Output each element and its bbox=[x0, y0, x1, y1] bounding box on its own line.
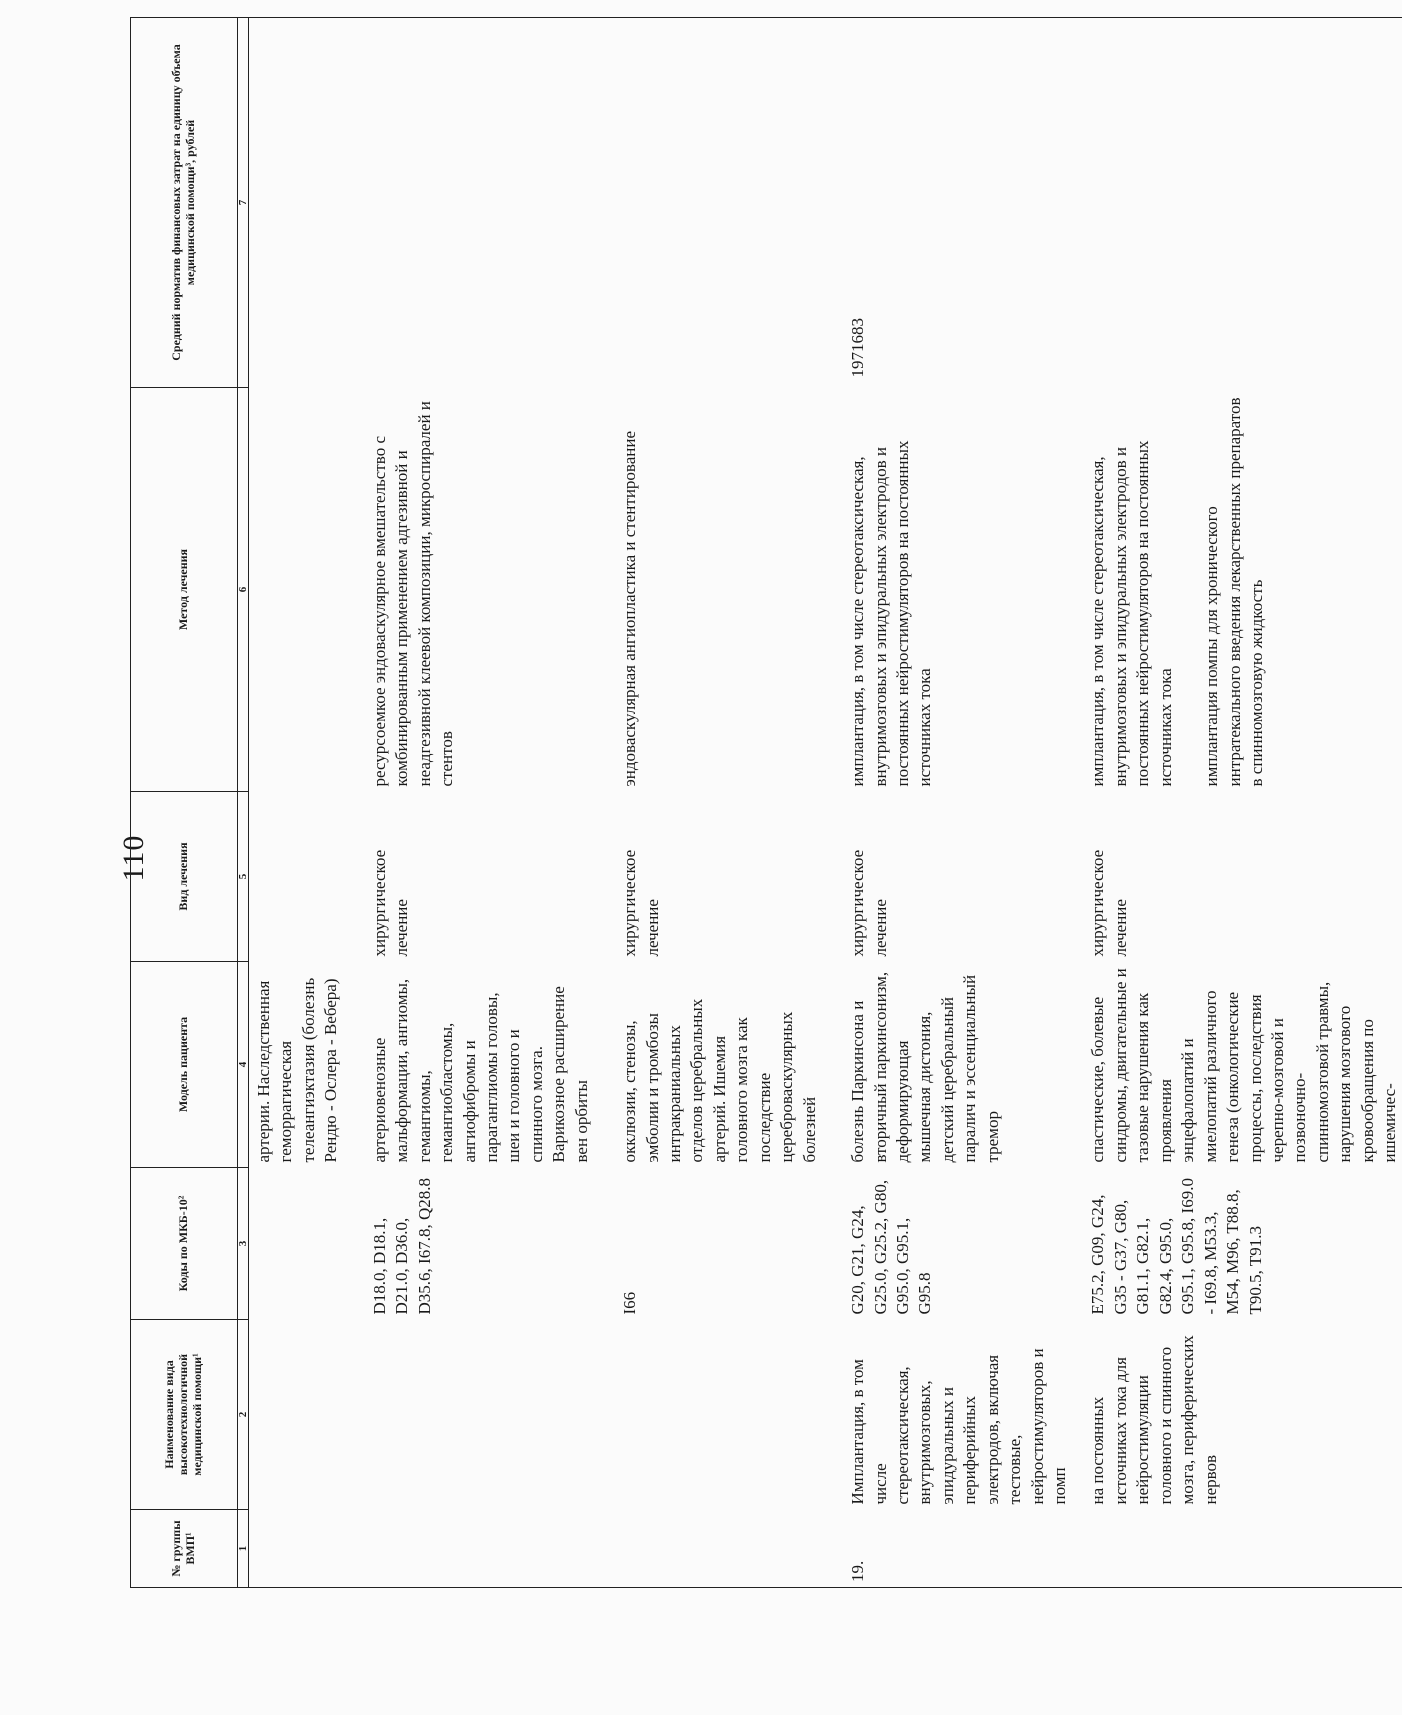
column-number: 3 bbox=[238, 1168, 249, 1320]
cell-name: на постоянных источниках тока для нейростимуляции головного и спинного мозга, периферических нервов bbox=[1088, 1335, 1220, 1505]
method-text-extra: имплантация помпы для хронического интратекального введения лекарственных препаратов в спинномозговую жидкость bbox=[1202, 397, 1267, 787]
column-number: 7 bbox=[238, 18, 249, 388]
cell-codes: I66 bbox=[620, 1291, 640, 1315]
vmp-table bbox=[130, 17, 1402, 1588]
method-spacer bbox=[1177, 392, 1201, 787]
column-number: 5 bbox=[238, 792, 249, 962]
cell-cost bbox=[249, 18, 343, 388]
cell-name: Имплантация, в том числе стереотаксическая, внутримозговых, эпидуральных и периферийных электродов, включая тестовые, нейростимуляторов и помп bbox=[848, 1348, 1069, 1505]
cell-kind bbox=[249, 792, 343, 962]
table-row bbox=[593, 18, 821, 1588]
rotated-table-container bbox=[130, 18, 1400, 1588]
cell-group bbox=[1071, 1510, 1401, 1588]
cell-group: 19. bbox=[821, 1510, 1071, 1588]
method-text: имплантация, в том числе стереотаксическая, внутримозговых и эпидуральных электродов и постоянных нейростимуляторов на постоянных источниках тока bbox=[1088, 440, 1175, 787]
column-number: 6 bbox=[238, 388, 249, 792]
column-number: 4 bbox=[238, 962, 249, 1168]
cell-model: окклюзии, стенозы, эмболии и тромбозы интракраниальных отделов церебральных артерий. Ишемия головного мозга как последствие цереброваскулярных болезней bbox=[620, 998, 819, 1163]
page-number: 110 bbox=[117, 834, 150, 882]
header-treatment-kind: Вид лечения bbox=[131, 792, 238, 962]
table-row bbox=[249, 18, 343, 1588]
cell-group bbox=[249, 1510, 343, 1588]
cell-kind: хирургическое лечение bbox=[620, 849, 662, 957]
cell-cost bbox=[343, 18, 593, 388]
cell-name bbox=[593, 1320, 821, 1510]
cell-group bbox=[593, 1510, 821, 1588]
cell-model: болезнь Паркинсона и вторичный паркинсонизм, деформирующая мышечная дистония, детский церебральный паралич и эссенциальный тремор bbox=[848, 971, 1002, 1163]
table-row bbox=[343, 18, 593, 1588]
cell-name bbox=[343, 1320, 593, 1510]
header-cost-norm: Средний норматив финансовых затрат на единицу объема медицинской помощи³, рублей bbox=[131, 18, 238, 388]
cell-codes: E75.2, G09, G24, G35 - G37, G80, G81.1, G82.1, G82.4, G95.0, G95.1, G95.8, I69.0 - I69.8, M53.3, M54, M96, T88.8, T90.5, T91.3 bbox=[1088, 1178, 1265, 1315]
cell-method: имплантация, в том числе стереотаксическая, внутримозговых и эпидуральных электродов и постоянных нейростимуляторов на постоянных источниках тока bbox=[848, 440, 935, 787]
cell-model: артериовенозные мальформации, ангиомы, гемангиомы, гемангиобластомы, ангиофибромы и параганглиомы головы, шеи и головного и спинного мозга. Варикозное расширение вен орбиты bbox=[369, 978, 591, 1163]
table-row bbox=[1071, 18, 1401, 1588]
cell-method: эндоваскулярная ангиопластика и стентирование bbox=[620, 430, 640, 787]
cell-model: спастические, болевые синдромы, двигательные и тазовые нарушения как проявления энцефалопатий и миелопатий различного генеза (онкологические процессы, последствия черепно-мозговой и позвоночно-спинномозговой травмы, нарушения мозгового кровообращения по ишемичес- bbox=[1088, 968, 1400, 1163]
cell-kind: хирургическое лечение bbox=[369, 849, 412, 957]
cell-cost bbox=[1071, 18, 1401, 388]
cell-codes bbox=[249, 1168, 343, 1320]
header-patient-model: Модель пациента bbox=[131, 962, 238, 1168]
cell-kind: хирургическое лечение bbox=[848, 849, 890, 957]
cell-group bbox=[343, 1510, 593, 1588]
cell-model: артерии. Наследственная геморрагическая телеангиэктазия (болезнь Рендю - Ослера - Вебера) bbox=[254, 977, 341, 1163]
table-row bbox=[821, 18, 1071, 1588]
column-number: 2 bbox=[238, 1320, 249, 1510]
header-icd-codes: Коды по МКБ-10² bbox=[131, 1168, 238, 1320]
cell-cost bbox=[593, 18, 821, 388]
cell-name bbox=[249, 1320, 343, 1510]
cell-kind: хирургическое лечение bbox=[1088, 849, 1130, 957]
cell-method: ресурсоемкое эндоваскулярное вмешательство с комбинированным применением адгезивной и неадгезивной клеевой композиции, микроспиралей и стентов bbox=[369, 401, 457, 787]
cell-cost: 1971683 bbox=[821, 18, 1071, 388]
header-vmp-name: Наименование вида высокотехнологичной медицинской помощи¹ bbox=[131, 1320, 238, 1510]
cell-codes: D18.0, D18.1, D21.0, D36.0, D35.6, I67.8, Q28.8 bbox=[369, 1178, 434, 1315]
cell-method bbox=[249, 388, 343, 792]
cell-codes: G20, G21, G24, G25.0, G25.2, G80, G95.0, G95.1, G95.8 bbox=[848, 1179, 935, 1315]
header-group-no: № группы ВМП¹ bbox=[131, 1510, 238, 1588]
column-number: 1 bbox=[238, 1510, 249, 1588]
cell-method bbox=[1071, 388, 1401, 792]
header-row bbox=[131, 18, 238, 1588]
column-number-row bbox=[238, 18, 249, 1588]
header-treatment-method: Метод лечения bbox=[131, 388, 238, 792]
